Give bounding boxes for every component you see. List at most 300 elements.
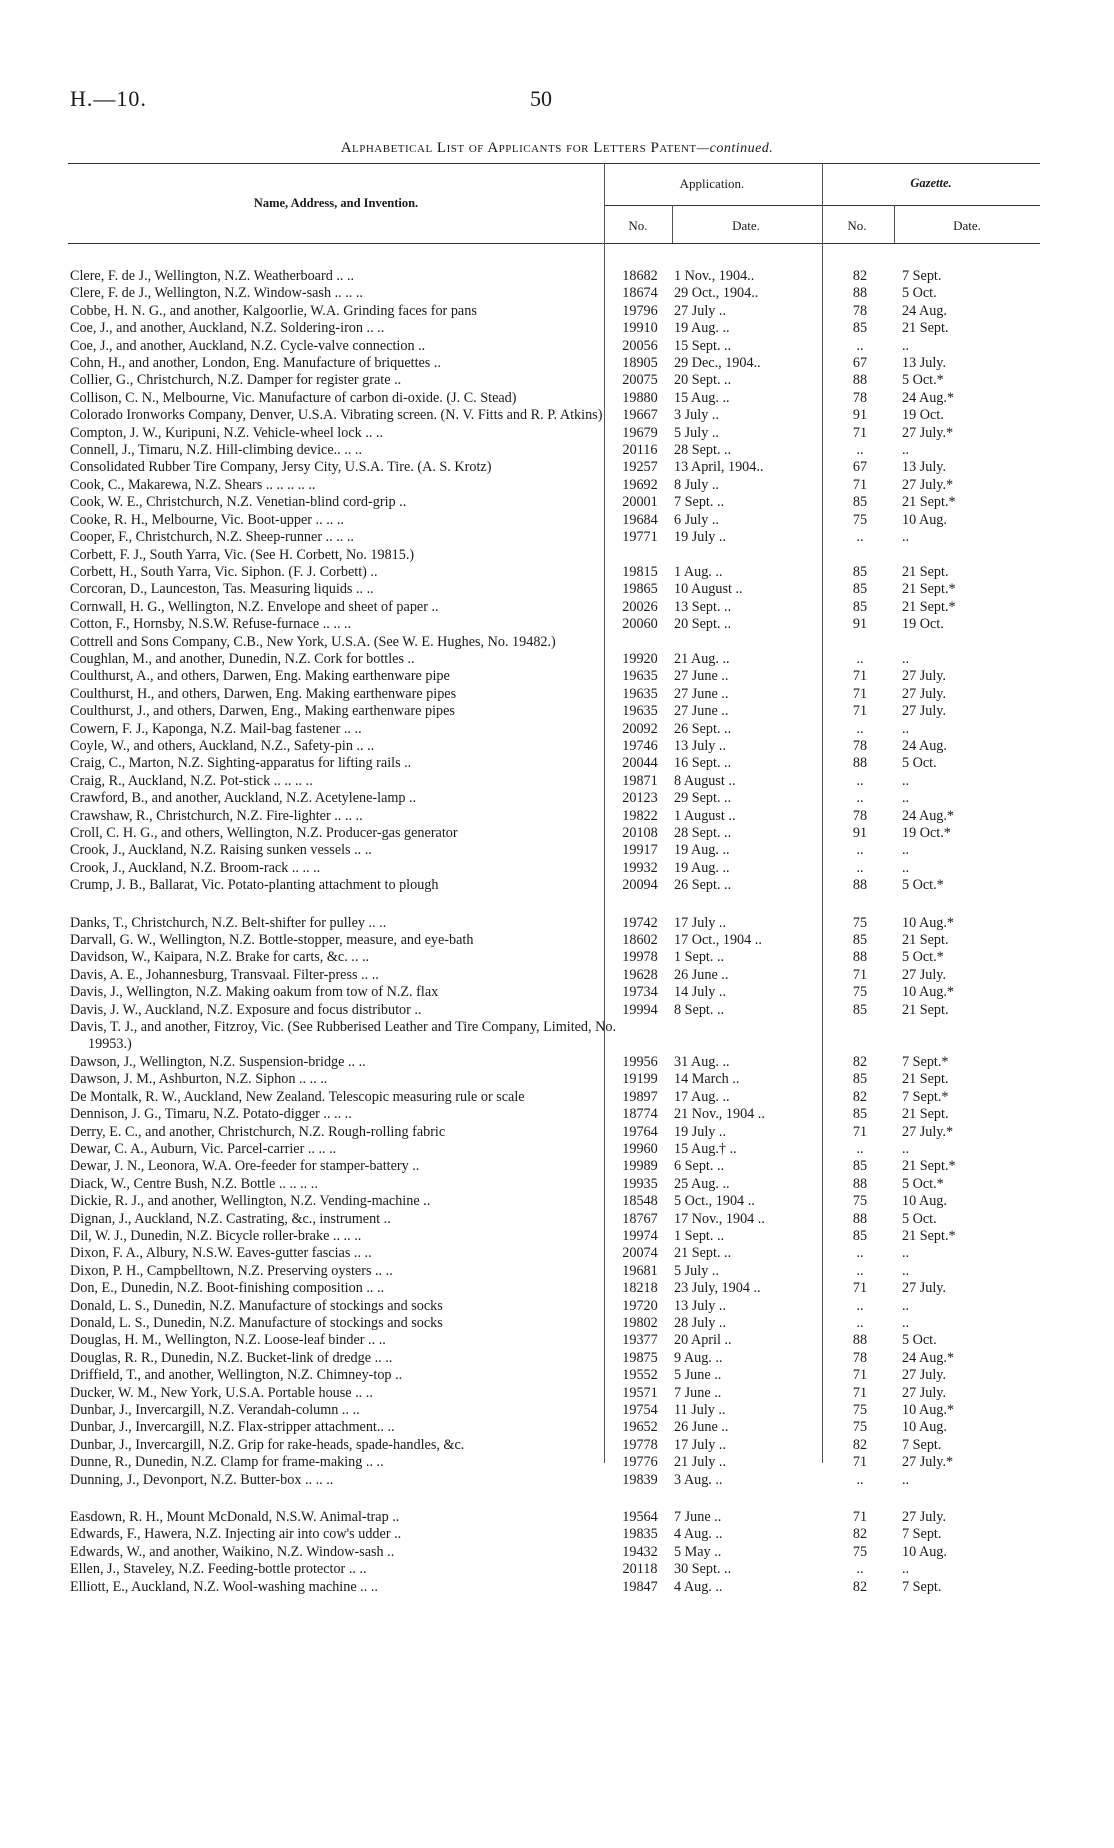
application-number: 20001 (622, 494, 658, 511)
gazette-number: 82 (852, 1053, 868, 1070)
column-header-application: Application. (679, 176, 745, 191)
application-number: 19871 (622, 772, 658, 789)
gazette-date: 19 Oct.* (902, 825, 951, 841)
table-row (70, 932, 1042, 949)
table-row (70, 1402, 1042, 1419)
gazette-number: .. (856, 1471, 864, 1488)
gazette-date: 27 July. (902, 703, 947, 720)
gazette-number: 78 (852, 1349, 868, 1366)
application-date: 26 Sept. .. (674, 720, 732, 737)
gazette-date: 24 Aug. (902, 302, 947, 319)
application-date: 27 June .. (674, 703, 729, 720)
application-number: 20092 (622, 720, 658, 737)
gazette-number: 71 (852, 1280, 868, 1297)
table-row (70, 949, 1042, 966)
application-date: 19 Aug. .. (674, 320, 730, 337)
table-row (70, 425, 1042, 442)
application-date: 26 June .. (674, 1419, 729, 1436)
applicant-entry: Cobbe, H. N. G., and another, Kalgoorlie, W.A. Grinding faces for pans (70, 302, 477, 319)
gazette-date: 21 Sept. (902, 1001, 949, 1018)
application-date: 21 Sept. .. (674, 1245, 732, 1262)
application-number: 19679 (622, 424, 658, 441)
application-date: 19 July .. (674, 1123, 727, 1140)
application-number: 19897 (622, 1088, 658, 1105)
applicant-entry: Croll, C. H. G., and others, Wellington, N.Z. Producer-gas generator (70, 825, 458, 841)
table-row (70, 651, 1042, 668)
gazette-number: 85 (852, 563, 868, 580)
application-date: 28 July .. (674, 1314, 727, 1331)
gazette-date: 21 Sept.* (902, 598, 956, 615)
application-number: 19956 (622, 1053, 658, 1070)
gazette-date: 27 July. (902, 685, 947, 702)
table-row (70, 1315, 1042, 1332)
applicant-entry: Corbett, F. J., South Yarra, Vic. (See H. Corbett, No. 19815.) (70, 546, 415, 563)
application-number: 19571 (622, 1384, 658, 1401)
applicant-entry: Crump, J. B., Ballarat, Vic. Potato-planting attachment to plough (70, 877, 439, 894)
applicant-entry: Connell, J., Timaru, N.Z. Hill-climbing device.. .. .. (70, 442, 363, 459)
table-row (70, 1228, 1042, 1245)
gazette-number: 71 (852, 476, 868, 493)
table-row (70, 320, 1042, 337)
application-date: 28 Sept. .. (674, 825, 732, 841)
application-date: 8 August .. (674, 772, 736, 789)
applicant-entry: Ellen, J., Staveley, N.Z. Feeding-bottle protector .. .. (70, 1561, 367, 1578)
table-row (70, 984, 1042, 1001)
gazette-number: 88 (852, 1175, 868, 1192)
applicant-entry: Diack, W., Centre Bush, N.Z. Bottle .. .. .. .. (70, 1175, 318, 1192)
application-date: 1 Sept. .. (674, 1227, 725, 1244)
gazette-date: 27 July. (902, 966, 947, 983)
application-number: 18674 (622, 285, 658, 302)
gazette-date: 13 July. (902, 459, 947, 476)
application-number: 19377 (622, 1332, 658, 1349)
table-row (70, 755, 1042, 772)
table-row (70, 825, 1042, 842)
table-row (70, 1437, 1042, 1454)
application-number: 18774 (622, 1106, 658, 1123)
table-row (70, 1419, 1042, 1436)
applicant-entry: Coulthurst, H., and others, Darwen, Eng. Making earthenware pipes (70, 685, 457, 702)
table-row (70, 1019, 1042, 1054)
gazette-date: 5 Oct.* (902, 1175, 944, 1192)
table-rule-header (68, 243, 1040, 244)
application-date: 4 Aug. .. (674, 1526, 723, 1543)
applicant-entry: Corbett, H., South Yarra, Vic. Siphon. (F. J. Corbett) .. (70, 563, 378, 580)
table-row (70, 1385, 1042, 1402)
caption-main: Alphabetical List of Applicants for Letters Patent (340, 140, 697, 156)
gazette-date: 27 July.* (902, 476, 954, 493)
application-date: 6 July .. (674, 511, 719, 528)
gazette-date: 5 Oct. (902, 285, 937, 302)
application-date: 8 July .. (674, 476, 719, 493)
applicant-entry: Cook, C., Makarewa, N.Z. Shears .. .. .. .. .. (70, 476, 316, 493)
gazette-date: 10 Aug.* (902, 984, 955, 1001)
gazette-date: 24 Aug. (902, 737, 947, 754)
gazette-date: 21 Sept. (902, 1071, 949, 1088)
application-date: 15 Aug. .. (674, 389, 730, 406)
table-row (70, 1089, 1042, 1106)
applicant-entry: Dawson, J., Wellington, N.Z. Suspension-bridge .. .. (70, 1053, 366, 1070)
gazette-date: 27 July. (902, 1509, 947, 1526)
applicant-entry: Dunbar, J., Invercargill, N.Z. Verandah-column .. .. (70, 1402, 360, 1418)
gazette-number: 88 (852, 755, 868, 772)
column-header-gazette: Gazette. (910, 176, 952, 190)
gazette-date: 10 Aug. (902, 1193, 947, 1210)
applicant-entry: Collier, G., Christchurch, N.Z. Damper for register grate .. (70, 372, 402, 389)
gazette-number: .. (856, 859, 864, 876)
gazette-number: 88 (852, 949, 868, 966)
application-date: 13 July .. (674, 1297, 727, 1314)
application-date: 27 June .. (674, 685, 729, 702)
gazette-number: 75 (852, 1402, 868, 1418)
table-row (70, 1298, 1042, 1315)
table-row (70, 1106, 1042, 1123)
applicant-entry: Cornwall, H. G., Wellington, N.Z. Envelope and sheet of paper .. (70, 598, 439, 615)
page-number: 50 (530, 86, 552, 111)
gazette-date: 5 Oct.* (902, 372, 944, 389)
gazette-date: 21 Sept.* (902, 494, 956, 511)
table-row (70, 1211, 1042, 1228)
application-date: 30 Sept. .. (674, 1561, 732, 1578)
gazette-date: 5 Oct. (902, 1210, 937, 1227)
application-date: 26 June .. (674, 966, 729, 983)
applicant-entry: Elliott, E., Auckland, N.Z. Wool-washing machine .. .. (70, 1578, 378, 1595)
application-date: 10 August .. (674, 581, 743, 598)
gazette-number: 85 (852, 1227, 868, 1244)
applicant-entry: Donald, L. S., Dunedin, N.Z. Manufacture of stockings and socks (70, 1314, 443, 1331)
application-date: 9 Aug. .. (674, 1349, 723, 1366)
table-row (70, 860, 1042, 877)
gazette-number: 85 (852, 598, 868, 615)
gazette-date: 27 July. (902, 668, 947, 685)
application-date: 13 April, 1904.. (674, 459, 764, 476)
table-row (70, 1002, 1042, 1019)
gazette-date: 10 Aug. (902, 1543, 947, 1560)
gazette-number: 85 (852, 494, 868, 511)
table-row (70, 877, 1042, 894)
application-date: 13 Sept. .. (674, 598, 732, 615)
column-header-gazette-date: Date. (953, 218, 981, 233)
applicant-entry: Collison, C. N., Melbourne, Vic. Manufacture of carbon di-oxide. (J. C. Stead) (70, 389, 517, 406)
application-date: 7 June .. (674, 1384, 722, 1401)
application-number: 19776 (622, 1454, 658, 1471)
application-number: 19880 (622, 389, 658, 406)
gazette-number: 71 (852, 703, 868, 720)
gazette-date: 21 Sept.* (902, 1227, 956, 1244)
application-number: 19635 (622, 703, 658, 720)
applicant-entry: Clere, F. de J., Wellington, N.Z. Weatherboard .. .. (70, 268, 355, 284)
application-number: 19635 (622, 685, 658, 702)
gazette-date: 21 Sept. (902, 1106, 949, 1123)
gazette-date: 13 July. (902, 355, 947, 372)
application-date: 20 April .. (674, 1332, 732, 1349)
gazette-number: 71 (852, 1367, 868, 1384)
applicant-entry: Dewar, C. A., Auburn, Vic. Parcel-carrier .. .. .. (70, 1140, 337, 1157)
application-number: 19552 (622, 1367, 658, 1384)
applicant-entry: Cook, W. E., Christchurch, N.Z. Venetian-blind cord-grip .. (70, 494, 407, 511)
table-row (70, 634, 1042, 651)
applicant-entry: Craig, C., Marton, N.Z. Sighting-apparatus for lifting rails .. (70, 755, 412, 772)
application-number: 19720 (622, 1297, 658, 1314)
application-date: 5 Oct., 1904 .. (674, 1193, 755, 1210)
gazette-date: 10 Aug. (902, 511, 947, 528)
table-row (70, 1350, 1042, 1367)
application-number: 19994 (622, 1001, 658, 1018)
table-row (70, 1193, 1042, 1210)
applicant-entry: Davis, J. W., Auckland, N.Z. Exposure and focus distributor .. (70, 1001, 422, 1018)
table-row (70, 1454, 1042, 1471)
applicant-entry: Don, E., Dunedin, N.Z. Boot-finishing composition .. .. (70, 1280, 385, 1297)
application-date: 27 July .. (674, 302, 727, 319)
gazette-number: 71 (852, 1384, 868, 1401)
gazette-date: 7 Sept. (902, 1526, 942, 1543)
gazette-number: 88 (852, 1332, 868, 1349)
table-row (70, 721, 1042, 738)
application-number: 19865 (622, 581, 658, 598)
gazette-date: .. (902, 1297, 910, 1314)
application-date: 1 Nov., 1904.. (674, 268, 755, 284)
applicant-entry: Compton, J. W., Kuripuni, N.Z. Vehicle-wheel lock .. .. (70, 424, 384, 441)
table-row (70, 1245, 1042, 1262)
gazette-number: 88 (852, 877, 868, 894)
application-number: 19771 (622, 529, 658, 546)
table-row (70, 668, 1042, 685)
gazette-number: .. (856, 1314, 864, 1331)
gazette-date: .. (902, 1140, 910, 1157)
applicant-entry: Coe, J., and another, Auckland, N.Z. Cycle-valve connection .. (70, 337, 426, 354)
applicant-entry: Crook, J., Auckland, N.Z. Raising sunken vessels .. .. (70, 842, 372, 859)
table-row (70, 1071, 1042, 1088)
table-row (70, 459, 1042, 476)
gazette-date: 21 Sept.* (902, 1158, 956, 1175)
gazette-number: 71 (852, 966, 868, 983)
applicant-entry: Davis, A. E., Johannesburg, Transvaal. Filter-press .. .. (70, 966, 379, 983)
application-number: 19917 (622, 842, 658, 859)
application-number: 19564 (622, 1509, 658, 1526)
application-number: 19746 (622, 737, 658, 754)
gazette-number: 82 (852, 1578, 868, 1595)
table-row (70, 303, 1042, 320)
application-number: 20108 (622, 825, 658, 841)
application-number: 19802 (622, 1314, 658, 1331)
gazette-number: 91 (852, 616, 868, 633)
gazette-number: 91 (852, 825, 868, 841)
application-date: 4 Aug. .. (674, 1578, 723, 1595)
application-number: 19960 (622, 1140, 658, 1157)
applicant-entry: Crook, J., Auckland, N.Z. Broom-rack .. .. .. (70, 859, 321, 876)
gazette-number: 88 (852, 372, 868, 389)
application-number: 18218 (622, 1280, 658, 1297)
applicant-entry: Cotton, F., Hornsby, N.S.W. Refuse-furnace .. .. .. (70, 616, 352, 633)
table-row (70, 547, 1042, 564)
application-number: 19667 (622, 407, 658, 424)
column-header-gazette-no: No. (847, 218, 867, 233)
table-row (70, 808, 1042, 825)
gazette-date: 10 Aug.* (902, 914, 955, 931)
gazette-number: 88 (852, 285, 868, 302)
gazette-date: .. (902, 442, 910, 459)
application-number: 20116 (622, 442, 658, 459)
table-row (70, 1472, 1042, 1489)
gazette-number: 67 (852, 459, 868, 476)
applicant-list (70, 268, 1042, 1596)
column-header-app-date: Date. (732, 218, 760, 233)
applicant-entry: Dunne, R., Dunedin, N.Z. Clamp for frame-making .. .. (70, 1454, 384, 1471)
application-number: 19764 (622, 1123, 658, 1140)
gazette-number: .. (856, 337, 864, 354)
gazette-number: 75 (852, 1543, 868, 1560)
table-row (70, 703, 1042, 720)
application-number: 19628 (622, 966, 658, 983)
table-caption (0, 140, 1114, 157)
applicant-entry: Dunbar, J., Invercargill, N.Z. Grip for rake-heads, spade-handles, &c. (70, 1436, 465, 1453)
gazette-number: 75 (852, 1419, 868, 1436)
gazette-number: .. (856, 1561, 864, 1578)
gazette-number: .. (856, 529, 864, 546)
application-date: 29 Dec., 1904.. (674, 355, 761, 372)
gazette-date: 19 Oct. (902, 616, 944, 633)
gazette-date: 27 July. (902, 1367, 947, 1384)
gazette-date: 24 Aug.* (902, 389, 955, 406)
application-date: 1 Sept. .. (674, 949, 725, 966)
gazette-date: .. (902, 1471, 910, 1488)
application-date: 27 June .. (674, 668, 729, 685)
gazette-number: 71 (852, 1454, 868, 1471)
gazette-number: 82 (852, 1088, 868, 1105)
gazette-number: 85 (852, 1001, 868, 1018)
gazette-number: .. (856, 720, 864, 737)
applicant-entry: Douglas, R. R., Dunedin, N.Z. Bucket-link of dredge .. .. (70, 1349, 393, 1366)
application-date: 13 July .. (674, 737, 727, 754)
table-row (70, 1544, 1042, 1561)
application-number: 20056 (622, 337, 658, 354)
applicant-entry: De Montalk, R. W., Auckland, New Zealand. Telescopic measuring rule or scale (70, 1088, 525, 1105)
application-date: 6 Sept. .. (674, 1158, 725, 1175)
applicant-entry: Clere, F. de J., Wellington, N.Z. Window-sash .. .. .. (70, 285, 363, 302)
gazette-date: 24 Aug.* (902, 807, 955, 824)
application-number: 18602 (622, 932, 658, 949)
applicant-entry: Edwards, F., Hawera, N.Z. Injecting air into cow's udder .. (70, 1526, 402, 1543)
gazette-number: .. (856, 442, 864, 459)
gazette-number: 82 (852, 1526, 868, 1543)
application-date: 20 Sept. .. (674, 616, 732, 633)
application-number: 19822 (622, 807, 658, 824)
gazette-number: 71 (852, 668, 868, 685)
application-number: 19257 (622, 459, 658, 476)
gazette-date: .. (902, 337, 910, 354)
application-date: 14 March .. (674, 1071, 740, 1088)
table-row (70, 1176, 1042, 1193)
applicant-entry: Corcoran, D., Launceston, Tas. Measuring liquids .. .. (70, 581, 374, 598)
gazette-date: .. (902, 790, 910, 807)
applicant-entry: Dixon, F. A., Albury, N.S.W. Eaves-gutter fascias .. .. (70, 1245, 372, 1262)
gazette-date: .. (902, 1245, 910, 1262)
application-date: 23 July, 1904 .. (674, 1280, 761, 1297)
application-number: 19847 (622, 1578, 658, 1595)
column-header-name: Name, Address, and Invention. (253, 196, 419, 210)
application-number: 19635 (622, 668, 658, 685)
application-number: 19932 (622, 859, 658, 876)
application-number: 19432 (622, 1543, 658, 1560)
table-row (70, 1332, 1042, 1349)
gazette-number: 75 (852, 914, 868, 931)
application-date: 31 Aug. .. (674, 1053, 730, 1070)
table-row (70, 512, 1042, 529)
application-date: 29 Oct., 1904.. (674, 285, 759, 302)
table-row (70, 285, 1042, 302)
table-row (70, 1124, 1042, 1141)
table-row (70, 1158, 1042, 1175)
application-date: 5 May .. (674, 1543, 722, 1560)
application-number: 19199 (622, 1071, 658, 1088)
application-number: 19815 (622, 563, 658, 580)
gazette-number: 91 (852, 407, 868, 424)
table-row (70, 738, 1042, 755)
caption-suffix: —continued. (696, 141, 774, 156)
gazette-date: 5 Oct.* (902, 877, 944, 894)
gazette-date: 10 Aug.* (902, 1402, 955, 1418)
table-row (70, 407, 1042, 424)
gazette-number: 85 (852, 1106, 868, 1123)
application-date: 8 Sept. .. (674, 1001, 725, 1018)
applicant-entry: Derry, E. C., and another, Christchurch, N.Z. Rough-rolling fabric (70, 1123, 446, 1140)
table-row (70, 529, 1042, 546)
application-number: 19652 (622, 1419, 658, 1436)
gazette-date: 21 Sept. (902, 563, 949, 580)
gazette-date: 24 Aug.* (902, 1349, 955, 1366)
application-date: 1 August .. (674, 807, 736, 824)
applicant-entry: Crawshaw, R., Christchurch, N.Z. Fire-lighter .. .. .. (70, 807, 363, 824)
application-number: 19974 (622, 1227, 658, 1244)
application-number: 20026 (622, 598, 658, 615)
application-number: 19920 (622, 650, 658, 667)
gazette-number: .. (856, 790, 864, 807)
gazette-date: 5 Oct. (902, 1332, 937, 1349)
application-date: 11 July .. (674, 1402, 726, 1418)
gazette-date: 5 Oct.* (902, 949, 944, 966)
gazette-date: .. (902, 1561, 910, 1578)
applicant-entry: Darvall, G. W., Wellington, N.Z. Bottle-stopper, measure, and eye-bath (70, 932, 474, 949)
application-number: 20060 (622, 616, 658, 633)
application-date: 5 July .. (674, 1262, 719, 1279)
gazette-number: 78 (852, 807, 868, 824)
gazette-number: 75 (852, 1193, 868, 1210)
applicant-entry: Colorado Ironworks Company, Denver, U.S.A. Vibrating screen. (N. V. Fitts and R. P. Atkins) (70, 407, 603, 424)
applicant-entry: Cooper, F., Christchurch, N.Z. Sheep-runner .. .. .. (70, 529, 354, 546)
application-number: 18767 (622, 1210, 658, 1227)
application-date: 17 Oct., 1904 .. (674, 932, 762, 949)
applicant-entry: Douglas, H. M., Wellington, N.Z. Loose-leaf binder .. .. (70, 1332, 386, 1349)
gazette-number: .. (856, 650, 864, 667)
gazette-number: 85 (852, 320, 868, 337)
gazette-number: 82 (852, 268, 868, 284)
application-date: 17 July .. (674, 914, 727, 931)
applicant-entry: Cottrell and Sons Company, C.B., New York, U.S.A. (See W. E. Hughes, No. 19482.) (70, 633, 556, 650)
application-date: 19 Aug. .. (674, 859, 730, 876)
gazette-number: 75 (852, 984, 868, 1001)
gazette-number: 78 (852, 737, 868, 754)
application-number: 19681 (622, 1262, 658, 1279)
table-rule-top (68, 163, 1040, 164)
applicant-entry: Coe, J., and another, Auckland, N.Z. Soldering-iron .. .. (70, 320, 385, 337)
application-date: 19 July .. (674, 529, 727, 546)
applicant-entry: Davis, J., Wellington, N.Z. Making oakum from tow of N.Z. flax (70, 984, 439, 1001)
applicant-entry: Dunbar, J., Invercargill, N.Z. Flax-stripper attachment.. .. (70, 1419, 395, 1436)
gazette-number: .. (856, 842, 864, 859)
table-row (70, 915, 1042, 932)
application-number: 19839 (622, 1471, 658, 1488)
table-row (70, 1526, 1042, 1543)
